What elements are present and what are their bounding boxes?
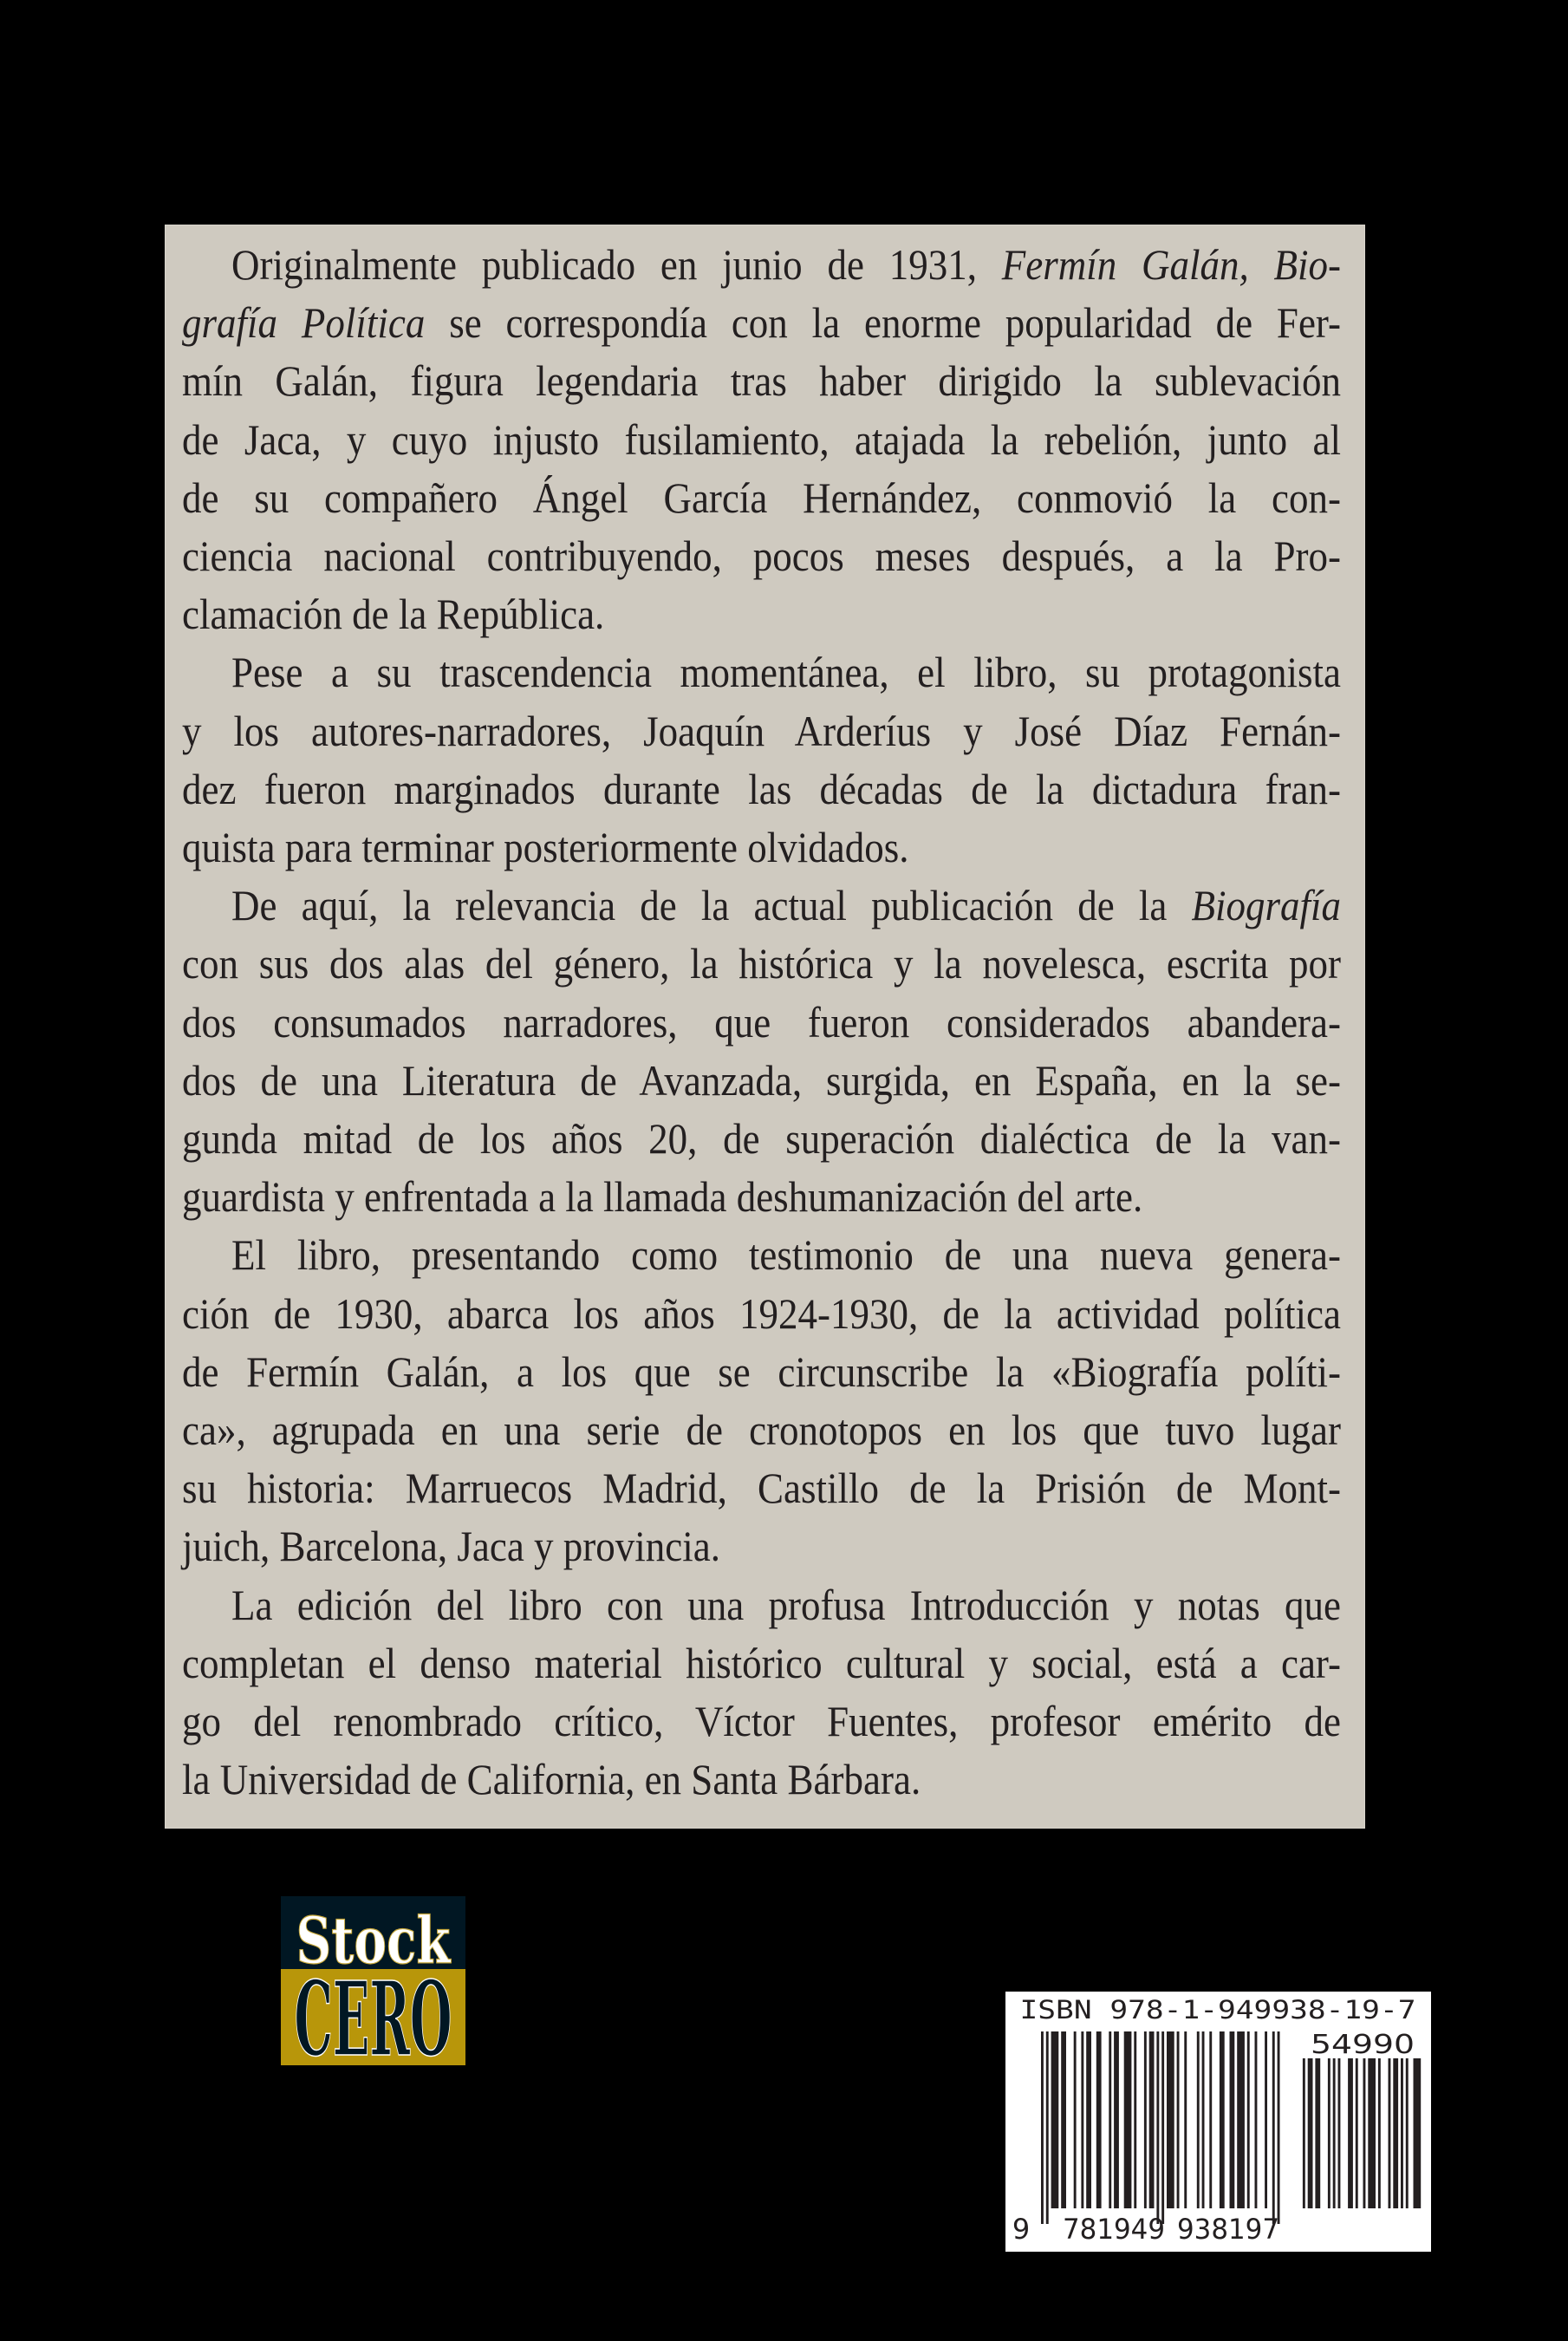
text-line <box>182 760 1341 818</box>
text-line <box>182 1459 1341 1517</box>
text-run: de Fermín Galán, a los que se circunscribe la «Biografía políti- <box>182 1347 1342 1396</box>
barcode-bar <box>1255 2031 1258 2208</box>
addon-bar <box>1414 2058 1422 2208</box>
synopsis-panel <box>165 225 1365 1829</box>
text-run: dez fueron marginados durante las décadas de la dictadura fran- <box>182 764 1341 813</box>
text-run: ción de 1930, abarca los años 1924-1930, de la actividad política <box>182 1288 1342 1338</box>
barcode-bar <box>1184 2031 1187 2208</box>
ean-first-digit: 9 <box>1012 2213 1031 2246</box>
barcode-guard-bar <box>1278 2031 1280 2224</box>
text-line <box>182 702 1341 760</box>
text-line <box>182 877 1341 935</box>
text-run: Pese a su trascendencia momentánea, el libro, su protagonista <box>231 648 1342 697</box>
barcode-bar <box>1265 2031 1267 2208</box>
barcode-guard-bar <box>1041 2031 1044 2224</box>
text-run: ciencia nacional contribuyendo, pocos meses después, a la Pro- <box>182 531 1342 580</box>
barcode-bar <box>1220 2031 1225 2208</box>
text-line <box>182 994 1341 1052</box>
barcode-bar <box>1124 2031 1132 2208</box>
text-line <box>182 411 1341 469</box>
text-run: gunda mitad de los años 20, de superación dialéctica de la van- <box>182 1114 1342 1163</box>
text-line <box>182 818 1341 877</box>
text-line <box>182 352 1341 410</box>
isbn-barcode <box>1005 1992 1431 2252</box>
text-line <box>182 1634 1341 1692</box>
text-line <box>182 1751 1341 1809</box>
barcode-bar <box>1134 2031 1136 2208</box>
ean13-bars <box>1041 2031 1280 2224</box>
text-run: guardista y enfrentada a la llamada deshumanización del arte. <box>182 1172 1143 1222</box>
addon-bar <box>1401 2058 1403 2208</box>
text-line <box>182 935 1341 993</box>
text-run: quista para terminar posteriormente olvidados. <box>182 823 909 871</box>
text-line <box>182 1576 1341 1634</box>
addon-bar <box>1328 2058 1331 2208</box>
ean5-addon-bars <box>1303 2058 1421 2208</box>
barcode-bar <box>1209 2031 1212 2208</box>
text-run: El libro, presentando como testimonio de una nueva genera- <box>231 1230 1341 1280</box>
text-run: mín Galán, figura legendaria tras haber dirigido la sublevación <box>182 356 1342 406</box>
text-line <box>182 236 1341 294</box>
text-run: y los autores-narradores, Joaquín Arderíus y José Díaz Fernán- <box>182 706 1342 755</box>
addon-bar <box>1308 2058 1313 2208</box>
italic-title-text: Biografía <box>1191 881 1342 930</box>
text-line <box>182 1343 1341 1401</box>
text-line <box>182 585 1341 643</box>
isbn-label: ISBN 978-1-949938-19-7 <box>1019 1995 1416 2025</box>
barcode-guard-bar <box>1161 2031 1164 2224</box>
barcode-bar <box>1074 2031 1077 2208</box>
barcode-bar <box>1230 2031 1235 2208</box>
text-run: dos consumados narradores, que fueron considerados abandera- <box>182 997 1341 1047</box>
addon-bar <box>1389 2058 1391 2208</box>
addon-bar <box>1393 2058 1398 2208</box>
text-line <box>182 1692 1341 1751</box>
addon-bar <box>1368 2058 1376 2208</box>
text-line <box>182 1168 1341 1226</box>
barcode-bar <box>1177 2031 1180 2208</box>
barcode-bar <box>1247 2031 1250 2208</box>
barcode-bar <box>1197 2031 1200 2208</box>
barcode-bar <box>1051 2031 1059 2208</box>
text-line <box>182 1401 1341 1459</box>
barcode-bar <box>1237 2031 1245 2208</box>
text-line <box>182 1110 1341 1168</box>
ean-right-digits: 938197 <box>1177 2213 1279 2246</box>
addon-bar <box>1378 2058 1381 2208</box>
addon-bar <box>1406 2058 1409 2208</box>
text-line <box>182 1517 1341 1575</box>
logo-cero-text: CERO <box>294 1959 452 2079</box>
publisher-logo <box>281 1896 465 2079</box>
addon-bar <box>1363 2058 1366 2208</box>
barcode-graphic <box>1005 1992 1431 2252</box>
barcode-bar <box>1086 2031 1091 2208</box>
addon-bar <box>1356 2058 1358 2208</box>
addon-bar <box>1348 2058 1353 2208</box>
text-run: juich, Barcelona, Jaca y provincia. <box>182 1522 720 1571</box>
barcode-bar <box>1202 2031 1205 2208</box>
text-run: la Universidad de California, en Santa Bárbara. <box>182 1755 921 1804</box>
text-line <box>182 294 1341 352</box>
text-run: su historia: Marruecos Madrid, Castillo de la Prisión de Mont- <box>182 1464 1342 1513</box>
italic-title-text: Fermín Galán, Bio- <box>1001 240 1341 289</box>
text-line <box>182 469 1341 527</box>
logo-stock-text: Stock <box>296 1904 452 1979</box>
logo-lettering <box>281 1896 465 2079</box>
barcode-guard-bar <box>1156 2031 1159 2224</box>
barcode-bar <box>1061 2031 1066 2208</box>
text-run: con sus dos alas del género, la histórica y la novelesca, escrita por <box>182 939 1342 988</box>
text-run: De aquí, la relevancia de la actual publicación de la <box>231 881 1192 930</box>
text-run: Originalmente publicado en junio de 1931, <box>231 240 1002 289</box>
barcode-guard-bar <box>1272 2031 1275 2224</box>
addon-bar <box>1303 2058 1305 2208</box>
text-line <box>182 1226 1341 1284</box>
barcode-bar <box>1149 2031 1155 2208</box>
barcode-bar <box>1114 2031 1119 2208</box>
text-line <box>182 1052 1341 1110</box>
text-run: se correspondía con la enorme popularidad de Fer- <box>425 298 1341 348</box>
text-line <box>182 527 1341 585</box>
text-run: dos de una Literatura de Avanzada, surgida, en España, en la se- <box>182 1055 1342 1105</box>
text-run: clamación de la República. <box>182 590 605 639</box>
barcode-bar <box>1081 2031 1083 2208</box>
barcode-guard-bar <box>1046 2031 1049 2224</box>
addon-bar <box>1333 2058 1336 2208</box>
text-run: ca», agrupada en una serie de cronotopos en los que tuvo lugar <box>182 1405 1341 1454</box>
addon-bar <box>1315 2058 1320 2208</box>
ean-left-digits: 781949 <box>1063 2213 1165 2246</box>
barcode-bar <box>1096 2031 1102 2208</box>
barcode-bar <box>1144 2031 1147 2208</box>
italic-title-text: grafía Política <box>182 298 426 348</box>
text-run: La edición del libro con una profusa Introducción y notas que <box>231 1580 1341 1629</box>
text-run: go del renombrado crítico, Víctor Fuentes, profesor emérito de <box>182 1697 1342 1745</box>
text-line <box>182 643 1341 701</box>
text-run: de Jaca, y cuyo injusto fusilamiento, atajada la rebelión, junto al <box>182 414 1342 464</box>
text-line <box>182 1285 1341 1343</box>
addon-digits: 54990 <box>1311 2030 1415 2060</box>
barcode-bar <box>1167 2031 1174 2208</box>
text-run: completan el denso material histórico cultural y social, está a car- <box>182 1638 1342 1687</box>
barcode-bar <box>1109 2031 1111 2208</box>
text-run: de su compañero Ángel García Hernández, conmovió la con- <box>182 473 1342 522</box>
addon-bar <box>1338 2058 1341 2208</box>
